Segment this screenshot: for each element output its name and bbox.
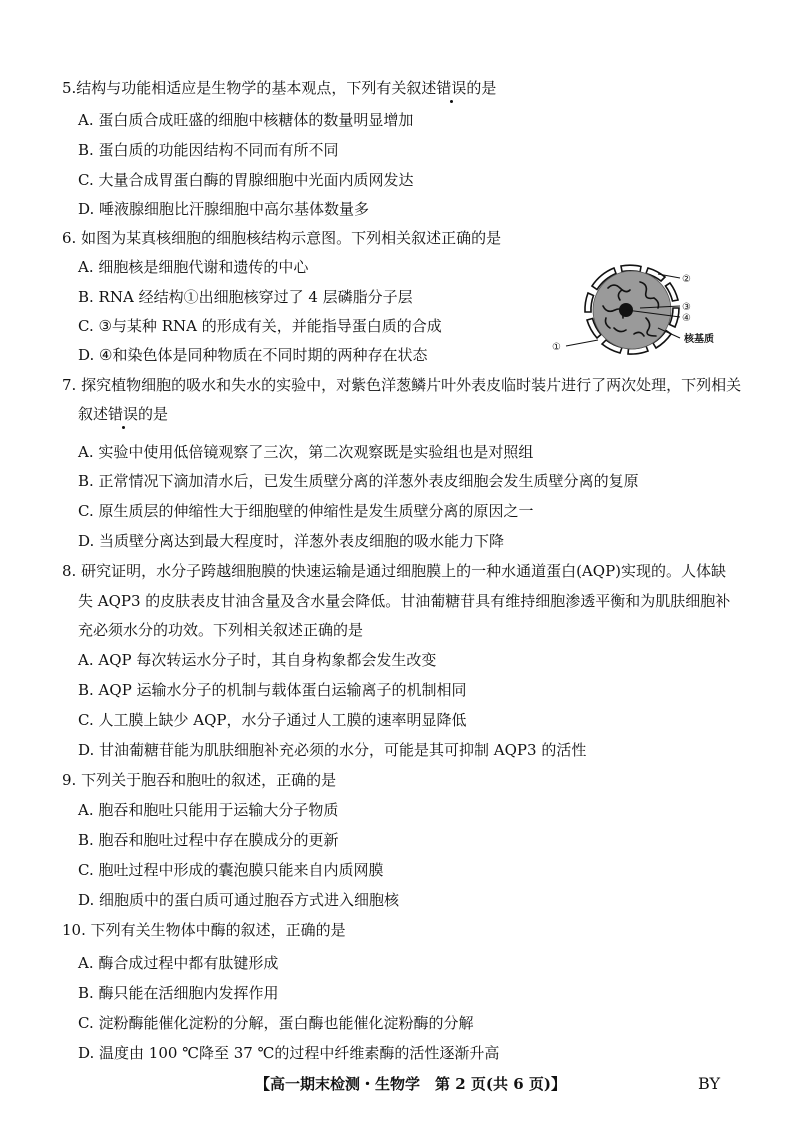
footer-page-info: 【高一期末检测・生物学 第 2 页(共 6 页)】 (255, 1075, 566, 1093)
question-5-option-c: C. 大量合成胃蛋白酶的胃腺细胞中光面内质网发达 (78, 171, 414, 189)
label-3: ③ (682, 302, 691, 313)
question-5-option-b: B. 蛋白质的功能因结构不同而有所不同 (78, 141, 339, 159)
question-10-option-c: C. 淀粉酶能催化淀粉的分解，蛋白酶也能催化淀粉酶的分解 (78, 1014, 474, 1032)
question-8-option-c: C. 人工膜上缺少 AQP，水分子通过人工膜的速率明显降低 (78, 711, 467, 729)
question-7-option-c: C. 原生质层的伸缩性大于细胞壁的伸缩性是发生质壁分离的原因之一 (78, 502, 534, 520)
question-6-option-a: A. 细胞核是细胞代谢和遗传的中心 (78, 258, 309, 276)
question-8-option-a: A. AQP 每次转运水分子时，其自身构象都会发生改变 (78, 651, 437, 669)
question-9-option-d: D. 细胞质中的蛋白质可通过胞吞方式进入细胞核 (78, 891, 400, 909)
nucleus-diagram (548, 258, 748, 370)
question-6-option-d: D. ④和染色体是同种物质在不同时期的两种存在状态 (78, 346, 428, 364)
question-5-option-a: A. 蛋白质合成旺盛的细胞中核糖体的数量明显增加 (78, 111, 414, 129)
question-8-stem-line-2: 失 AQP3 的皮肤表皮甘油含量及含水量会降低。甘油葡糖苷具有维持细胞渗透平衡和为肌肤细胞补 (78, 592, 731, 610)
label-nucleoplasm: 核基质 (684, 334, 714, 345)
question-10-option-b: B. 酶只能在活细胞内发挥作用 (78, 984, 279, 1002)
question-6-option-b: B. RNA 经结构①出细胞核穿过了 4 层磷脂分子层 (78, 288, 413, 306)
question-9-option-a: A. 胞吞和胞吐只能用于运输大分子物质 (78, 801, 339, 819)
question-9-option-c: C. 胞吐过程中形成的囊泡膜只能来自内质网膜 (78, 861, 384, 879)
question-8-option-d: D. 甘油葡糖苷能为肌肤细胞补充必须的水分，可能是其可抑制 AQP3 的活性 (78, 741, 587, 759)
question-5-stem-end: 的是 (466, 79, 497, 97)
emphasis-wrong: 错误 (108, 405, 139, 423)
question-10-option-a: A. 酶合成过程中都有肽键形成 (78, 954, 279, 972)
question-7-stem-line-2 (78, 404, 168, 424)
question-10-stem: 10. 下列有关生物体中酶的叙述，正确的是 (62, 921, 346, 939)
question-8-option-b: B. AQP 运输水分子的机制与载体蛋白运输离子的机制相同 (78, 681, 467, 699)
label-2: ② (682, 274, 691, 285)
footer-code: BY (698, 1074, 721, 1093)
label-1: ① (552, 342, 561, 353)
question-7-option-b: B. 正常情况下滴加清水后，已发生质壁分离的洋葱外表皮细胞会发生质壁分离的复原 (78, 472, 639, 490)
question-5-stem-text: 5.结构与功能相适应是生物学的基本观点，下列有关叙述 (62, 79, 437, 97)
question-7-stem-end: 的是 (138, 405, 169, 423)
question-6-option-c: C. ③与某种 RNA 的形成有关，并能指导蛋白质的合成 (78, 317, 442, 335)
label-4: ④ (682, 313, 691, 324)
question-5-option-d: D. 唾液腺细胞比汗腺细胞中高尔基体数量多 (78, 200, 370, 218)
question-8-stem-line-1: 8. 研究证明，水分子跨越细胞膜的快速运输是通过细胞膜上的一种水通道蛋白(AQP)实现的。人体缺 (62, 562, 727, 580)
question-8-stem-line-3: 充必须水分的功效。下列相关叙述正确的是 (78, 621, 364, 639)
question-10-option-d: D. 温度由 100 ℃降至 37 ℃的过程中纤维素酶的活性逐渐升高 (78, 1044, 500, 1062)
nucleus-diagram-svg (548, 258, 748, 370)
question-9-option-b: B. 胞吞和胞吐过程中存在膜成分的更新 (78, 831, 339, 849)
emphasis-wrong: 错误 (436, 79, 467, 97)
question-9-stem: 9. 下列关于胞吞和胞吐的叙述，正确的是 (62, 771, 337, 789)
question-7-stem-line-1: 7. 探究植物细胞的吸水和失水的实验中，对紫色洋葱鳞片叶外表皮临时装片进行了两次处理，下列相关 (62, 376, 742, 394)
question-7-option-d: D. 当质壁分离达到最大程度时，洋葱外表皮细胞的吸水能力下降 (78, 532, 505, 550)
question-7-stem-text: 叙述 (78, 405, 109, 423)
question-7-option-a: A. 实验中使用低倍镜观察了三次，第二次观察既是实验组也是对照组 (78, 443, 534, 461)
question-5-stem (62, 78, 496, 98)
question-6-stem: 6. 如图为某真核细胞的细胞核结构示意图。下列相关叙述正确的是 (62, 229, 502, 247)
